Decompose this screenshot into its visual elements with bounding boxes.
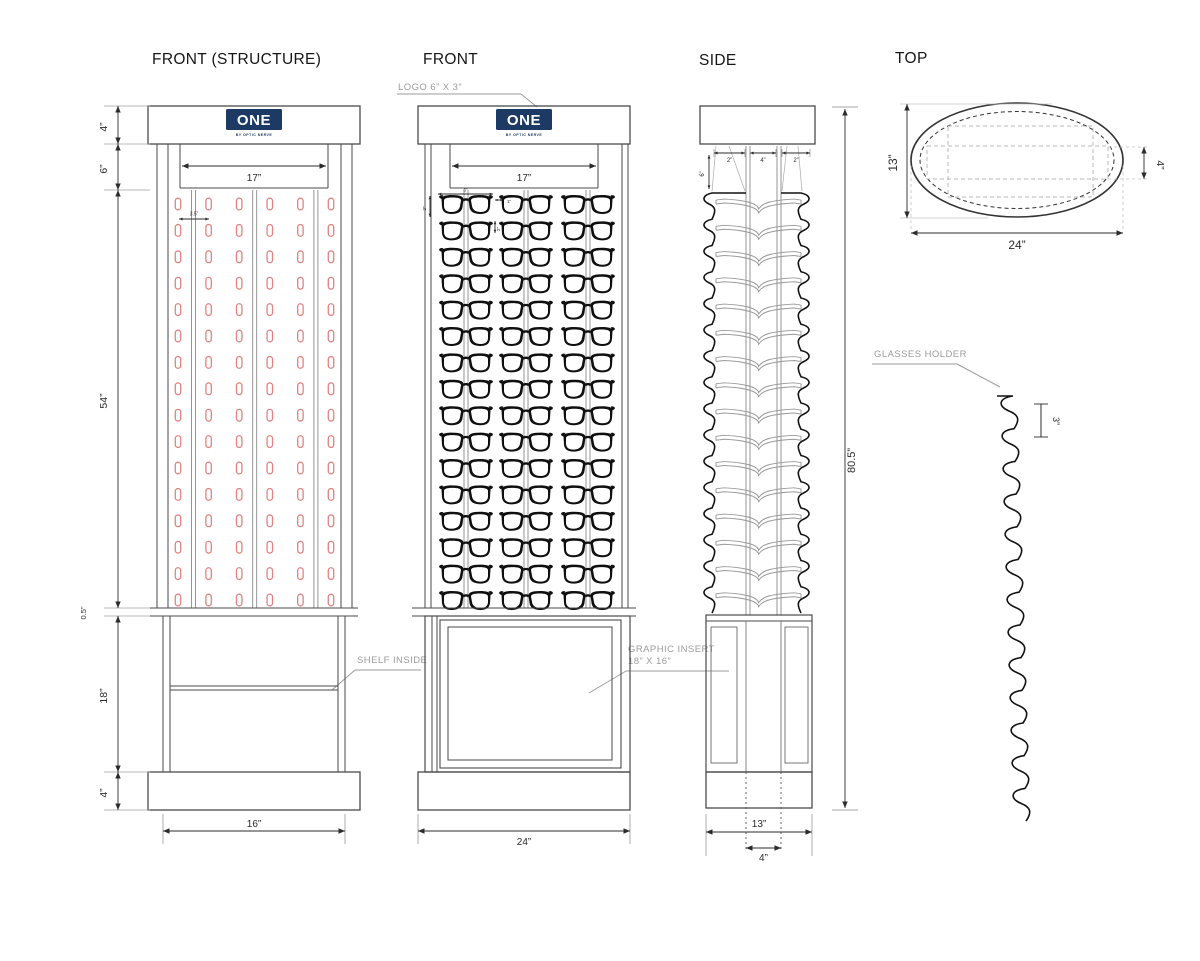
dim-label: 0.5”	[79, 606, 88, 620]
glasses-icon	[439, 433, 493, 452]
slot-icon	[328, 436, 333, 448]
arrowhead	[1117, 230, 1124, 235]
slot-icon	[236, 198, 241, 210]
graphic-insert-label-line2: 18” X 16”	[628, 656, 672, 667]
footprint-box	[948, 126, 1093, 197]
slot-icon	[298, 462, 303, 474]
view-title: FRONT (STRUCTURE)	[152, 51, 322, 68]
slot-icon	[236, 568, 241, 580]
logo-text: ONE	[236, 112, 272, 129]
slot-icon	[206, 357, 211, 369]
slot-icon	[298, 277, 303, 289]
cabinet-box	[425, 616, 630, 772]
glasses-icon	[561, 274, 615, 293]
slot-icon	[267, 436, 272, 448]
slot-icon	[298, 198, 303, 210]
slot-icon	[298, 225, 303, 237]
glasses-side-icon	[716, 252, 801, 266]
slot-icon	[175, 541, 180, 553]
slot-icon	[236, 541, 241, 553]
dim-label: 2”	[422, 206, 427, 211]
cabinet-panel	[711, 627, 737, 763]
slot-icon	[267, 515, 272, 527]
glasses-icon	[561, 591, 615, 610]
glasses-icon	[499, 301, 553, 320]
slot-icon	[236, 330, 241, 342]
slot-icon	[298, 330, 303, 342]
slot-icon	[267, 462, 272, 474]
view-front-structure	[79, 51, 427, 844]
logo-one-structure	[226, 109, 282, 137]
top-outline	[911, 103, 1123, 217]
glasses-holder-label: GLASSES HOLDER	[874, 349, 967, 360]
slot-icon	[328, 357, 333, 369]
glasses-icon	[439, 195, 493, 214]
cabinet-panel	[785, 627, 808, 763]
glasses-icon	[561, 538, 615, 557]
arrowhead	[1141, 147, 1146, 154]
arrowhead	[842, 109, 847, 116]
slot-icon	[267, 541, 272, 553]
slot-icon	[175, 594, 180, 606]
slot-icon	[267, 330, 272, 342]
arrowhead	[163, 828, 170, 833]
slot-icon	[206, 409, 211, 421]
dim-label: 4”	[98, 788, 110, 798]
graphic-insert-inner	[448, 627, 612, 760]
dim-label: 4”	[760, 158, 766, 164]
slot-icon	[236, 594, 241, 606]
dim-label: 6”	[98, 164, 110, 174]
slot-icon	[267, 489, 272, 501]
slot-icon	[267, 277, 272, 289]
glasses-icon	[561, 459, 615, 478]
arrowhead	[115, 138, 120, 145]
glasses-side-icon	[716, 199, 801, 213]
glasses-icon	[561, 301, 615, 320]
slot-icon	[267, 225, 272, 237]
glasses-icon	[439, 538, 493, 557]
slot-icon	[236, 462, 241, 474]
slot-icon	[175, 330, 180, 342]
slot-icon	[267, 357, 272, 369]
arrowhead	[490, 193, 493, 196]
arrowhead	[746, 845, 753, 850]
slot-icon	[298, 409, 303, 421]
slot-icon	[206, 489, 211, 501]
side-drawing	[700, 106, 858, 864]
arrowhead	[115, 766, 120, 773]
slot-icon	[175, 515, 180, 527]
top-drawing	[886, 103, 1166, 252]
slot-icon	[298, 383, 303, 395]
slot-icon	[175, 489, 180, 501]
base-box	[706, 772, 812, 808]
slot-icon	[328, 515, 333, 527]
slot-icon	[236, 225, 241, 237]
slot-icon	[328, 594, 333, 606]
dim-label: 2”	[496, 226, 501, 232]
slot-icon	[236, 515, 241, 527]
arrowhead	[741, 152, 745, 155]
slot-icon	[328, 409, 333, 421]
glasses-side-icon	[716, 330, 801, 344]
dim-label: 13”	[751, 819, 767, 830]
glasses-icon	[561, 248, 615, 267]
glasses-side-icon	[716, 357, 801, 371]
view-title: FRONT	[423, 51, 479, 68]
arrowhead	[904, 212, 909, 219]
glasses-icon	[561, 433, 615, 452]
slot-icon	[206, 383, 211, 395]
glasses-icon	[439, 353, 493, 372]
arrowhead	[205, 218, 209, 221]
graphic-insert-frame	[440, 620, 621, 768]
base-box	[148, 772, 360, 810]
dim-label: 1”	[507, 199, 512, 204]
slot-icon	[328, 568, 333, 580]
dim-label: 2”	[726, 158, 733, 164]
slot-icon	[267, 198, 272, 210]
slot-icon	[267, 594, 272, 606]
slot-icon	[298, 489, 303, 501]
slot-icon	[175, 357, 180, 369]
glasses-holder-drawing	[997, 396, 1061, 821]
view-title: SIDE	[699, 52, 737, 69]
glasses-icon	[499, 274, 553, 293]
glasses-icon	[439, 512, 493, 531]
slot-icon	[298, 515, 303, 527]
dim-label: 13”	[886, 154, 900, 172]
slot-icon	[175, 304, 180, 316]
glasses-side-icon	[716, 540, 801, 554]
glasses-icon	[499, 485, 553, 504]
glasses-side-icon	[716, 462, 801, 476]
dim-label: 18”	[98, 688, 110, 704]
arrowhead	[772, 152, 776, 155]
slot-icon	[175, 225, 180, 237]
logo-size-label: LOGO 6” X 3”	[398, 82, 463, 93]
glasses-icon	[499, 433, 553, 452]
slot-icon	[175, 383, 180, 395]
dim-label: 3”	[1051, 416, 1061, 426]
slot-icon	[236, 304, 241, 316]
glasses-icon	[439, 565, 493, 584]
glasses-icon	[499, 221, 553, 240]
cabinet-box	[706, 615, 812, 772]
slot-icon	[175, 198, 180, 210]
dim-label: 54”	[98, 393, 110, 409]
arrowhead	[806, 152, 810, 155]
glasses-side-icon	[716, 488, 801, 502]
shelf-inside-label: SHELF INSIDE	[357, 655, 428, 666]
glasses-icon	[561, 512, 615, 531]
glasses-side-icon	[716, 514, 801, 528]
glasses-icon	[499, 327, 553, 346]
arrowhead	[115, 184, 120, 191]
slot-icon	[267, 383, 272, 395]
glasses-icon	[499, 353, 553, 372]
slot-icon	[328, 304, 333, 316]
holder-strip-detail	[997, 396, 1030, 821]
slot-icon	[175, 568, 180, 580]
slot-icon	[206, 225, 211, 237]
slot-icon	[206, 568, 211, 580]
arrowhead	[708, 185, 711, 189]
glasses-icon	[561, 565, 615, 584]
glasses-icon	[439, 327, 493, 346]
arrowhead	[115, 616, 120, 623]
slot-icon	[328, 251, 333, 263]
dim-label: 3.5”	[189, 211, 199, 218]
glasses-side-icon	[716, 435, 801, 449]
slot-icon	[298, 251, 303, 263]
dim-label: 17”	[246, 173, 262, 184]
dim-label: 4”	[98, 122, 110, 132]
dim-label: 24”	[516, 837, 532, 848]
logo-subtext: BY OPTIC NERVE	[235, 133, 273, 137]
slot-icon	[175, 277, 180, 289]
arrowhead	[911, 230, 918, 235]
glasses-side-icon	[716, 225, 801, 239]
glasses-icon	[561, 380, 615, 399]
slot-icon	[236, 277, 241, 289]
arrowhead	[115, 144, 120, 151]
glasses-side-icon	[716, 304, 801, 318]
shelf-label-leader	[332, 670, 355, 690]
slot-icon	[267, 304, 272, 316]
arrowhead	[179, 218, 183, 221]
glasses-icon	[561, 406, 615, 425]
arrowhead	[115, 804, 120, 811]
slot-icon	[298, 357, 303, 369]
glasses-icon	[561, 485, 615, 504]
arrowhead	[115, 772, 120, 779]
slot-icon	[328, 225, 333, 237]
slot-icon	[298, 436, 303, 448]
arrowhead	[438, 193, 441, 196]
slot-icon	[328, 330, 333, 342]
slot-icon	[298, 541, 303, 553]
slot-icon	[236, 251, 241, 263]
slot-icon	[298, 594, 303, 606]
slot-icon	[236, 409, 241, 421]
glasses-icon	[439, 459, 493, 478]
glasses-icon	[561, 195, 615, 214]
slot-icon	[236, 357, 241, 369]
front-structure-drawing	[79, 106, 360, 844]
logo-text: ONE	[506, 112, 542, 129]
glasses-icon	[439, 248, 493, 267]
logo-one-front	[496, 109, 552, 137]
arrowhead	[706, 829, 713, 834]
glasses-icon	[499, 195, 553, 214]
glasses-side-icon	[716, 593, 801, 607]
view-top	[886, 50, 1166, 252]
glasses-icon	[439, 274, 493, 293]
dim-label: 6”	[463, 187, 468, 193]
arrowhead	[1141, 173, 1146, 180]
dim-label: 24”	[1008, 238, 1026, 252]
dim-label: 6”	[700, 171, 706, 177]
slot-icon	[267, 568, 272, 580]
arrowhead	[775, 845, 782, 850]
glasses-icon	[439, 301, 493, 320]
footprint-band	[927, 146, 1108, 179]
glasses-icon	[499, 406, 553, 425]
front-drawing	[412, 106, 636, 848]
logo-label-leader	[521, 94, 537, 107]
arrowhead	[418, 828, 425, 833]
dim-label: 4”	[759, 853, 768, 864]
slot-icon	[328, 383, 333, 395]
slot-icon	[175, 436, 180, 448]
slot-icon	[206, 436, 211, 448]
glasses-icon	[499, 380, 553, 399]
dim-label: 16”	[246, 819, 262, 830]
slot-icon	[267, 409, 272, 421]
slot-icon	[206, 330, 211, 342]
base-box	[418, 772, 630, 810]
arrowhead	[452, 163, 459, 168]
detail-glasses-holder	[872, 349, 1061, 821]
graphic-insert-label-line1: GRAPHIC INSERT	[628, 644, 715, 655]
arrowhead	[339, 828, 346, 833]
glasses-icon	[499, 538, 553, 557]
arrowhead	[624, 828, 631, 833]
arrowhead	[115, 190, 120, 197]
glasses-icon	[561, 327, 615, 346]
dim-label: 17”	[516, 173, 532, 184]
glasses-icon	[439, 591, 493, 610]
arrowhead	[782, 152, 786, 155]
dim-label: 80.5”	[846, 447, 858, 474]
slot-icon	[206, 251, 211, 263]
slot-icon	[175, 409, 180, 421]
slot-icon	[206, 304, 211, 316]
arrowhead	[750, 152, 754, 155]
glasses-icon	[439, 380, 493, 399]
slot-icon	[267, 251, 272, 263]
dim-label: 2”	[793, 158, 799, 164]
arrowhead	[182, 163, 189, 168]
slot-icon	[328, 462, 333, 474]
slot-icon	[206, 515, 211, 527]
dim-label: 4”	[1154, 160, 1166, 170]
glasses-icon	[499, 459, 553, 478]
slot-icon	[328, 541, 333, 553]
glasses-icon	[499, 248, 553, 267]
slot-icon	[175, 251, 180, 263]
arrowhead	[115, 602, 120, 609]
slot-icon	[328, 489, 333, 501]
arrowhead	[115, 106, 120, 113]
glasses-holder-leader	[957, 364, 1000, 387]
arrowhead	[494, 221, 497, 224]
slot-icon	[175, 462, 180, 474]
glasses-icon	[439, 221, 493, 240]
slot-icon	[206, 462, 211, 474]
glasses-side-icon	[716, 383, 801, 397]
arrowhead	[495, 199, 498, 201]
arrowhead	[590, 163, 597, 168]
logo-subtext: BY OPTIC NERVE	[505, 133, 543, 137]
glasses-side-icon	[716, 567, 801, 581]
slot-icon	[206, 198, 211, 210]
glasses-side-icon	[716, 409, 801, 423]
arrowhead	[708, 155, 711, 159]
slot-icon	[236, 436, 241, 448]
glasses-icon	[439, 406, 493, 425]
arrowhead	[904, 104, 909, 111]
slot-icon	[328, 198, 333, 210]
glasses-icon	[499, 591, 553, 610]
glasses-side-icon	[716, 278, 801, 292]
header-box	[700, 106, 815, 144]
arrowhead	[320, 163, 327, 168]
view-title: TOP	[895, 50, 928, 67]
slot-icon	[206, 277, 211, 289]
slot-icon	[206, 541, 211, 553]
glasses-icon	[499, 512, 553, 531]
glasses-icon	[499, 565, 553, 584]
slot-icon	[236, 383, 241, 395]
slot-icon	[236, 489, 241, 501]
view-side	[699, 52, 858, 864]
glasses-icon	[561, 221, 615, 240]
arrowhead	[806, 829, 813, 834]
slot-icon	[328, 277, 333, 289]
view-front	[397, 51, 729, 848]
slot-icon	[298, 568, 303, 580]
slot-icon	[206, 594, 211, 606]
glasses-icon	[561, 353, 615, 372]
glasses-icon	[439, 485, 493, 504]
slot-icon	[298, 304, 303, 316]
arrowhead	[842, 802, 847, 809]
